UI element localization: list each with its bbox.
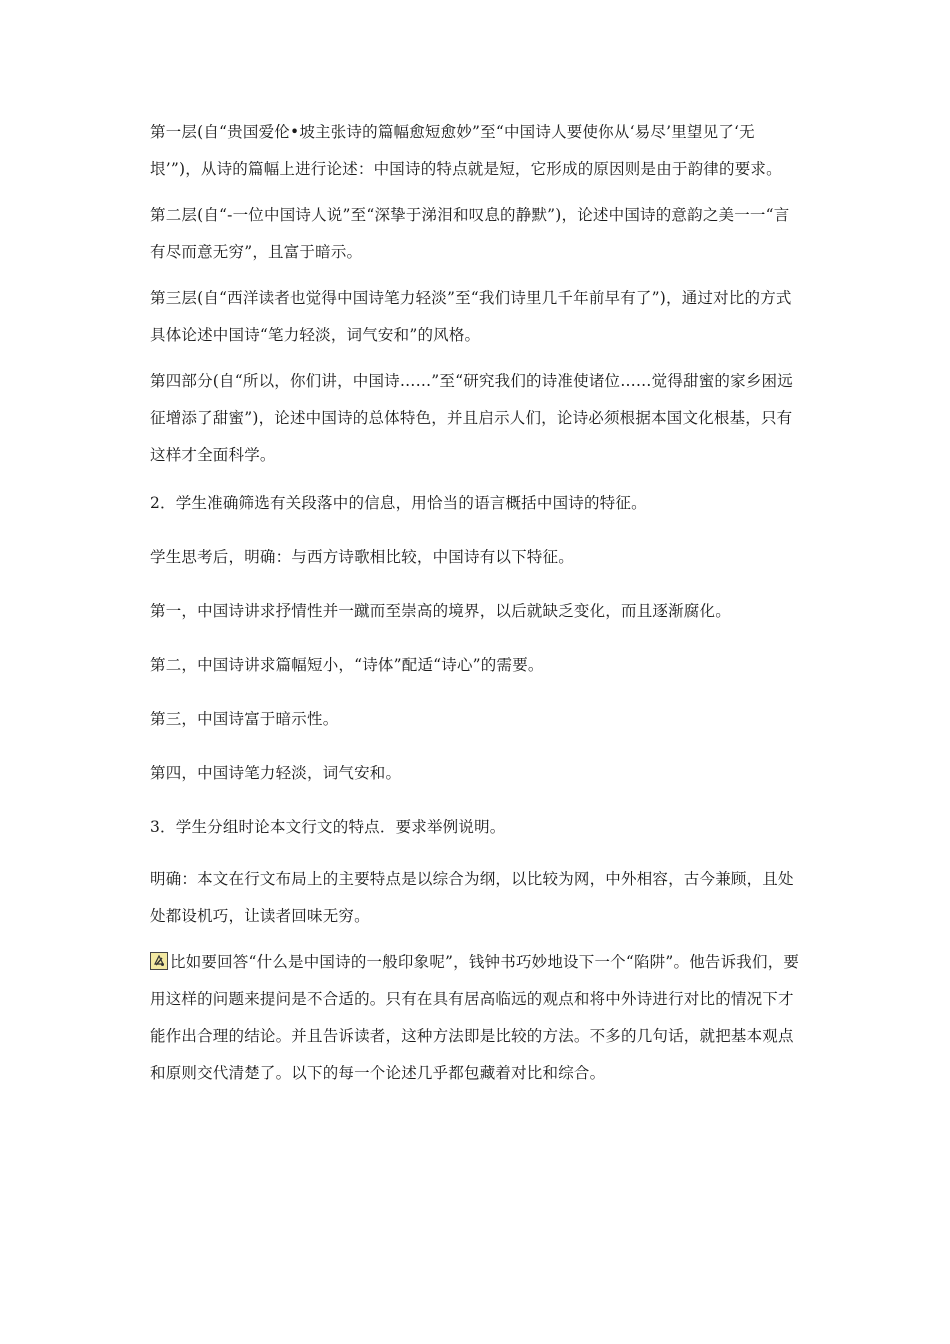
embedded-object-icon[interactable] [150,952,168,970]
paragraph-layer-three: 第三层(自“西洋读者也觉得中国诗笔力轻淡”至“我们诗里几千年前早有了”)，通过对比的方式具体论述中国诗“笔力轻淡，词气安和”的风格。 [150,289,792,344]
paragraph-layer-two: 第二层(自“-一位中国诗人说”至“深挚于涕泪和叹息的静默”)，论述中国诗的意韵之美一一“言有尽而意无穷”，且富于暗示。 [150,206,790,261]
paragraph-clarification: 明确：本文在行文布局上的主要特点是以综合为纲，以比较为网，中外相容，古今兼顾，且处处都设机巧，让读者回味无穷。 [150,870,794,925]
paragraph-student-answer: 学生思考后，明确：与西方诗歌相比较，中国诗有以下特征。 [150,548,574,566]
paragraph-layer-one: 第一层(自“贵国爱伦•坡主张诗的篇幅愈短愈妙”至“中国诗人要使你从‘易尽’里望见了‘无垠’”)，从诗的篇幅上进行论述：中国诗的特点就是短，它形成的原因则是由于韵律的要求。 [150,123,782,178]
paragraph-task-three: 3．学生分组时论本文行文的特点．要求举例说明。 [150,818,506,836]
paragraph-part-four: 第四部分(自“所以，你们讲，中国诗……”至“研究我们的诗准使诸位……觉得甜蜜的家乡困远征增添了甜蜜”)，论述中国诗的总体特色，并且启示人们，论诗必须根据本国文化根基，只有这样才全面科学。 [150,372,793,464]
paragraph-feature-three: 第三，中国诗富于暗示性。 [150,710,339,728]
paragraph-example [150,944,805,1092]
document-body [150,114,805,1101]
paragraph-task-two: 2．学生准确筛选有关段落中的信息，用恰当的语言概括中国诗的特征。 [150,494,647,512]
paragraph-feature-two: 第二，中国诗讲求篇幅短小，“诗体”配适“诗心”的需要。 [150,656,544,674]
paragraph-feature-one: 第一，中国诗讲求抒情性并一蹴而至崇高的境界，以后就缺乏变化，而且逐渐腐化。 [150,602,731,620]
paragraph-feature-four: 第四，中国诗笔力轻淡，词气安和。 [150,764,402,782]
paragraph-example-text: 比如要回答“什么是中国诗的一般印象呢”，钱钟书巧妙地设下一个“陷阱”。他告诉我们，要用这样的问题来提问是不合适的。只有在具有居高临远的观点和将中外诗进行对比的情况下才能作出合理的结论。并且告诉读者，这种方法即是比较的方法。不多的几句话，就把基本观点和原则交代清楚了。以下的每一个论述几乎都包藏着对比和综合。 [150,953,800,1082]
